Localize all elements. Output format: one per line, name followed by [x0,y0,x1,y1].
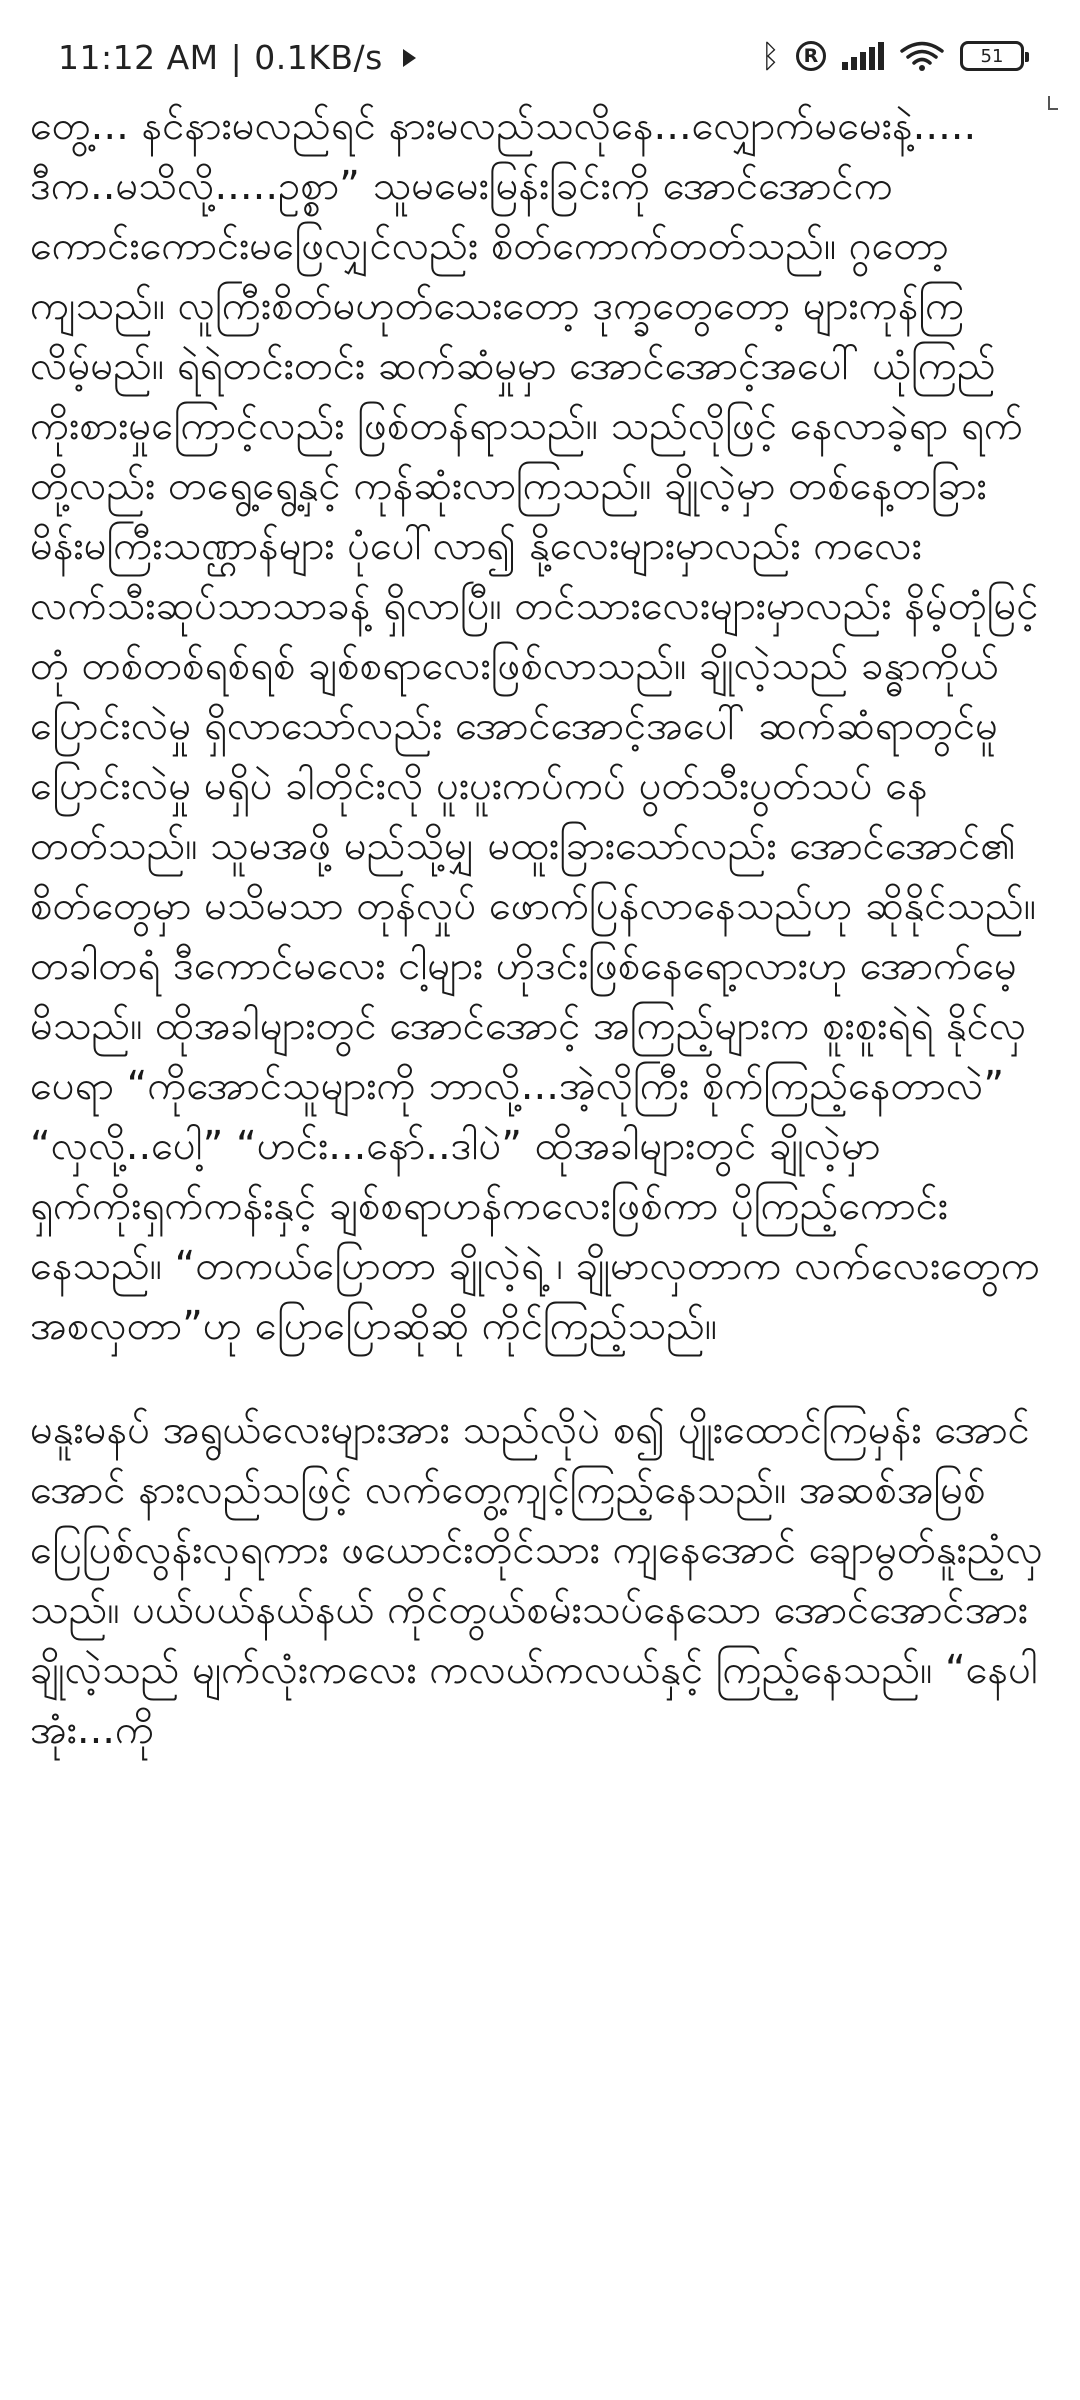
status-left [58,38,416,77]
battery-level: 51 [980,45,1004,67]
registered-icon: R [796,41,826,71]
paragraph: တွေ့... နင်နားမလည်ရင် နားမလည်သလိုနေ...လျှောက်မမေးနဲ့..... ဒီက..မသိလို့.....ဥစ္စာ” သူမမေးမြန်းခြင်းကို အောင်အောင်က ကောင်းကောင်းမဖြေလျှင်လည်း စိတ်ကောက်တတ်သည်။ ဂွတော့ ကျသည်။ လူကြီးစိတ်မဟုတ်သေးတော့ ဒုက္ခတွေတော့ များကုန်ကြလိမ့်မည်။ ရဲရဲတင်းတင်း ဆက်ဆံမှုမှာ အောင်အောင့်အပေါ် ယုံကြည်ကိုးစားမှုကြောင့်လည်း ဖြစ်တန်ရာသည်။ သည်လိုဖြင့် နေလာခဲ့ရာ ရက်တို့လည်း တရွေ့ရွေ့နှင့် ကုန်ဆုံးလာကြသည်။ ချိုလဲ့မှာ တစ်နေ့တခြား မိန်းမကြီးသဏ္ဌာန်များ ပုံပေါ်လာ၍ နို့လေးများမှာလည်း ကလေးလက်သီးဆုပ်သာသာခန့် ရှိလာပြီ။ တင်သားလေးများမှာလည်း နိမ့်တုံမြင့်တုံ တစ်တစ်ရစ်ရစ် ချစ်စရာလေးဖြစ်လာသည်။ ချိုလဲ့သည် ခန္ဓာကိုယ် ပြောင်းလဲမှု ရှိလာသော်လည်း အောင်အောင့်အပေါ် ဆက်ဆံရာတွင်မူ ပြောင်းလဲမှု မရှိပဲ ခါတိုင်းလို ပူးပူးကပ်ကပ် ပွတ်သီးပွတ်သပ် နေတတ်သည်။ သူမအဖို့ မည်သို့မျှ မထူးခြားသော်လည်း အောင်အောင်၏ စိတ်တွေမှာ မသိမသာ တုန်လှုပ် ဖောက်ပြန်လာနေသည်ဟု ဆိုနိုင်သည်။ တခါတရံ ဒီကောင်မလေး ငါ့များ ဟိုဒင်းဖြစ်နေရော့လားဟု အောက်မေ့မိသည်။ ထိုအခါများတွင် အောင်အောင့် အကြည့်များက စူးစူးရဲရဲ နိုင်လှပေရာ “ကိုအောင်သူများကို ဘာလို့...အဲ့လိုကြီး စိုက်ကြည့်နေတာလဲ” “လှလို့..ပေါ့” “ဟင်း...နော်..ဒါပဲ” ထိုအခါများတွင် ချိုလဲ့မှာ ရှက်ကိုးရှက်ကန်းနှင့် ချစ်စရာဟန်ကလေးဖြစ်ကာ ပိုကြည့်ကောင်းနေသည်။ “တကယ်ပြောတာ ချိုလဲ့ရဲ့ ၊ ချိုမာလှတာက လက်လေးတွေက အစလှတာ”ဟု ပြောပြောဆိုဆို ကိုင်ကြည့်သည်။ [30,103,1041,1349]
wifi-icon [900,40,944,72]
status-separator: | [230,38,243,77]
status-bar [0,0,1080,96]
battery-icon [960,41,1024,71]
status-time: 11:12 AM [58,38,219,77]
status-right [760,37,1024,75]
play-icon [403,49,416,67]
signal-icon [842,42,884,70]
paragraph: မနူးမနပ် အရွယ်လေးများအား သည်လိုပဲ စ၍ ပျိုးထောင်ကြမှန်း အောင်အောင် နားလည်သဖြင့် လက်တွေ့ကျင့်ကြည့်နေသည်။ အဆစ်အမြစ် ပြေပြစ်လွန်းလှရကား ဖယောင်းတိုင်သား ကျနေအောင် ချောမွတ်နူးညံ့လှသည်။ ပယ်ပယ်နယ်နယ် ကိုင်တွယ်စမ်းသပ်နေသော အောင်အောင်အား ချိုလဲ့သည် မျက်လုံးကလေး ကလယ်ကလယ်နှင့် ကြည့်နေသည်။ “နေပါအုံး...ကို [30,1407,1043,1753]
network-speed: 0.1KB/s [254,38,383,77]
reader-content[interactable] [30,96,1060,1760]
bluetooth-icon: ᛒ [760,37,780,75]
